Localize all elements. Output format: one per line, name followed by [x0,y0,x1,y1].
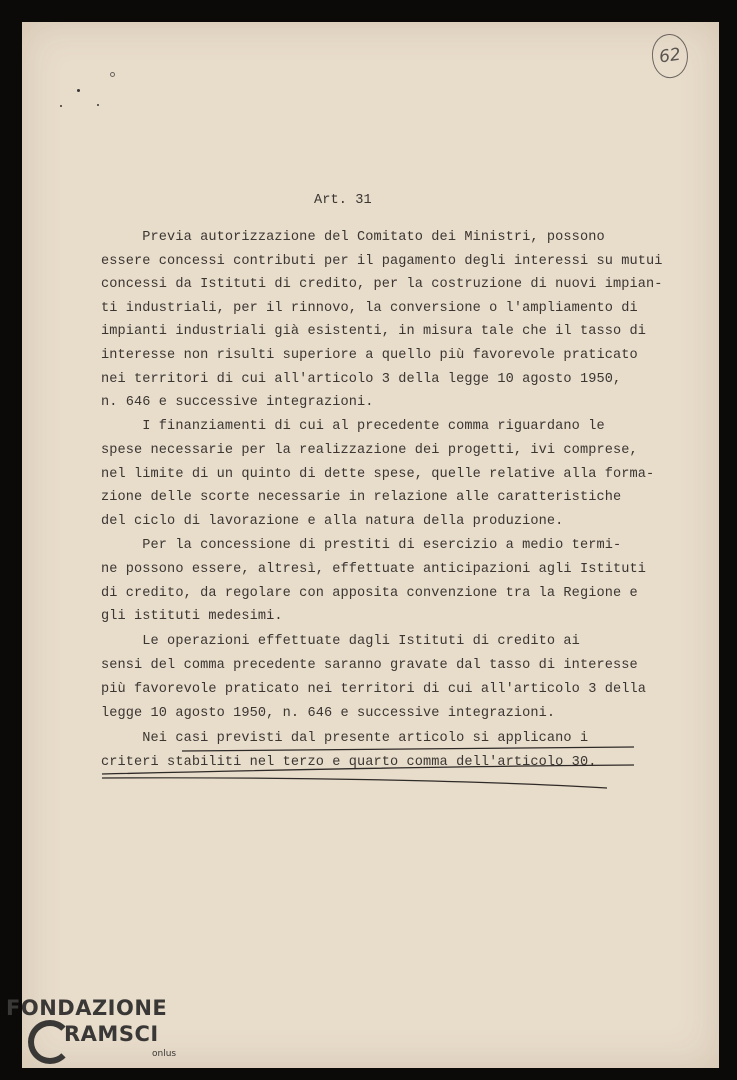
text-line: n. 646 e successive integrazioni. [101,395,374,410]
ink-speck [60,105,62,107]
ink-speck [110,72,115,77]
text-line: gli istituti medesimi. [101,609,283,624]
text-line: criteri stabiliti nel terzo e quarto comma dell'articolo 30. [101,755,597,770]
text-line: I finanziamenti di cui al precedente comma riguardano le [101,419,605,434]
document-page [22,22,719,1068]
text-line: di credito, da regolare con apposita convenzione tra la Regione e [101,586,638,601]
text-line: del ciclo di lavorazione e alla natura della produzione. [101,514,564,529]
text-line: spese necessarie per la realizzazione dei progetti, ivi comprese, [101,443,638,458]
text-line: nei territori di cui all'articolo 3 della legge 10 agosto 1950, [101,372,622,387]
handwritten-page-number: 62 [649,32,691,81]
ink-speck [97,104,99,106]
text-line: Per la concessione di prestiti di esercizio a medio termi- [101,538,622,553]
text-line: ne possono essere, altresì, effettuate anticipazioni agli Istituti [101,562,646,577]
text-line: interesse non risulti superiore a quello più favorevole praticato [101,348,638,363]
text-line: impianti industriali già esistenti, in misura tale che il tasso di [101,324,646,339]
watermark-line3: onlus [152,1049,177,1059]
text-line: zione delle scorte necessarie in relazione alle caratteristiche [101,490,622,505]
text-line: concessi da Istituti di credito, per la costruzione di nuovi impian- [101,277,663,292]
text-line: essere concessi contributi per il pagamento degli interessi su mutui [101,254,663,269]
text-line: Le operazioni effettuate dagli Istituti di credito ai [101,634,580,649]
text-line: più favorevole praticato nei territori di cui all'articolo 3 della [101,682,646,697]
text-line: nel limite di un quinto di dette spese, quelle relative alla forma- [101,467,655,482]
article-title: Art. 31 [314,193,372,208]
text-line: ti industriali, per il rinnovo, la conversione o l'ampliamento di [101,301,638,316]
watermark-line2: RAMSCI [64,1022,159,1046]
text-line: Previa autorizzazione del Comitato dei Ministri, possono [101,230,605,245]
text-line: legge 10 agosto 1950, n. 646 e successive integrazioni. [101,706,556,721]
watermark-line1: FONDAZIONE [6,996,168,1020]
fondazione-gramsci-watermark [6,996,177,1059]
text-line: Nei casi previsti dal presente articolo si applicano i [101,731,589,746]
text-line: sensi del comma precedente saranno gravate dal tasso di interesse [101,658,638,673]
ink-speck [77,89,80,92]
